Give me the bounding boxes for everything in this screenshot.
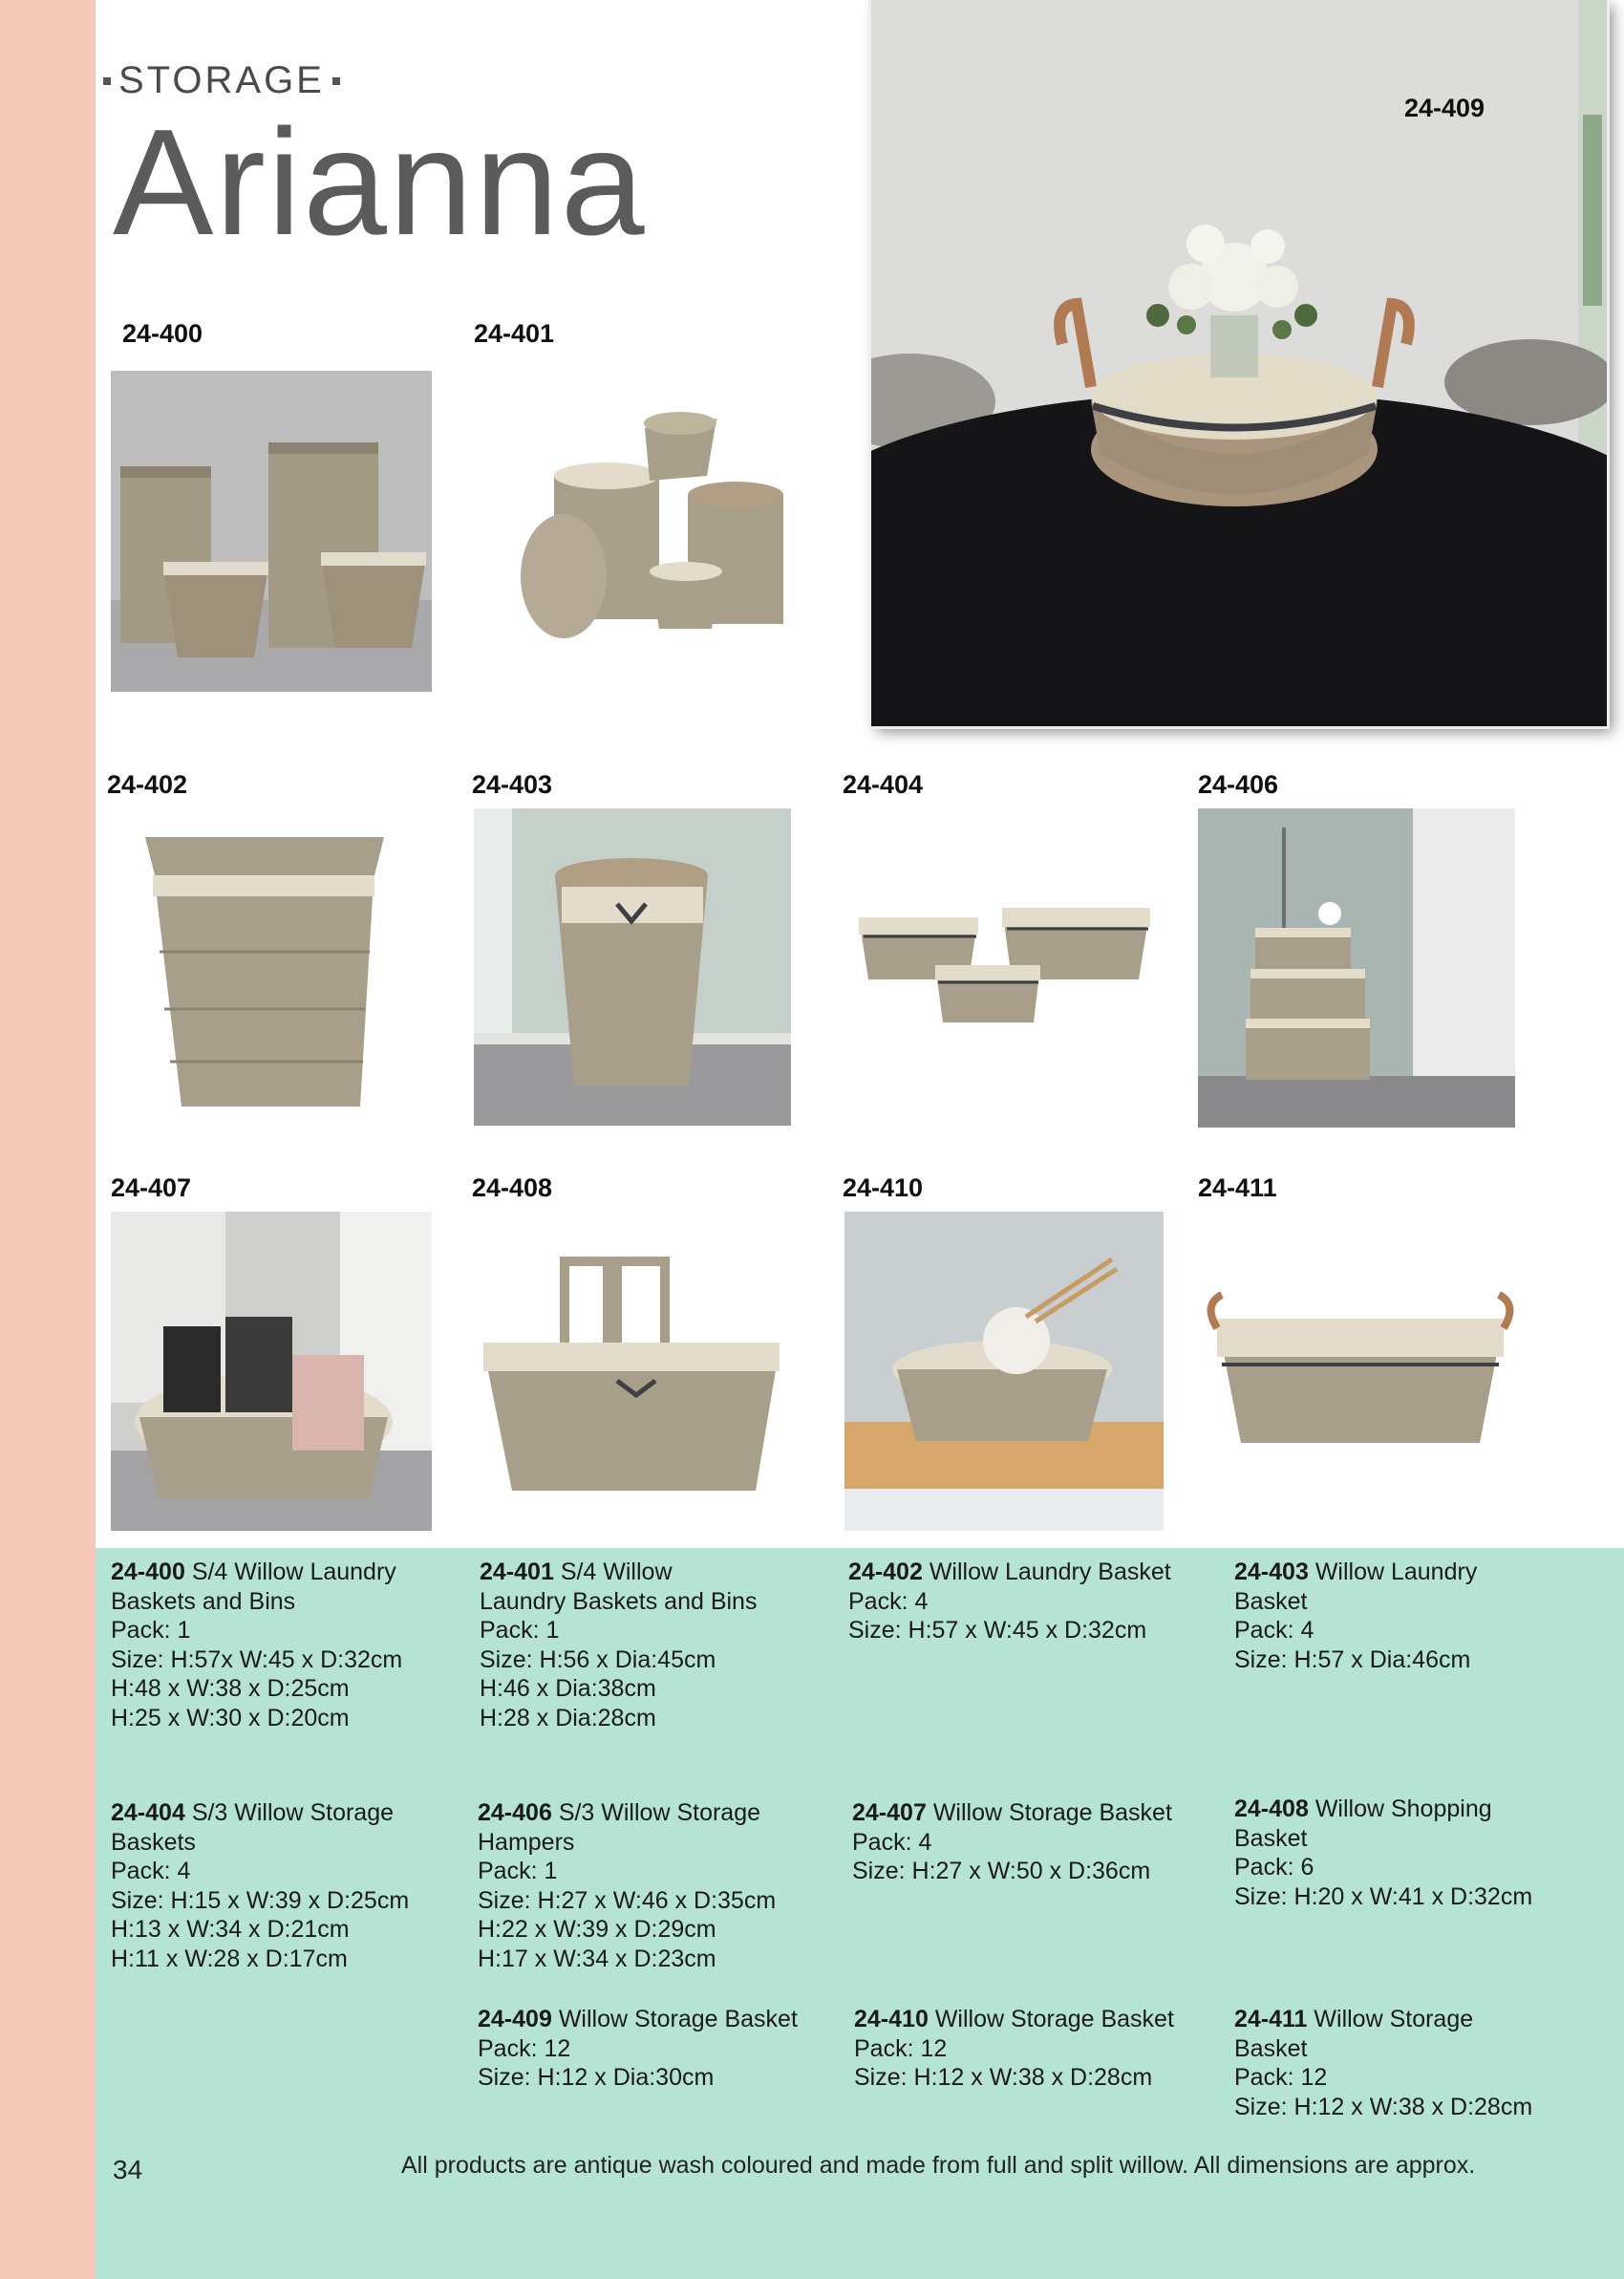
spec-block bbox=[854, 2005, 1174, 2093]
spec-block bbox=[111, 1798, 409, 1973]
product-photo-storage-baskets-set bbox=[844, 889, 1169, 1032]
spec-code: 24-404 bbox=[111, 1799, 185, 1826]
hero-product-code: 24-409 bbox=[1404, 94, 1485, 122]
spec-block bbox=[1234, 1795, 1532, 1911]
spec-block bbox=[848, 1558, 1171, 1645]
section-label-text: STORAGE bbox=[118, 59, 325, 101]
spec-detail-line: Pack: 1 bbox=[480, 1617, 560, 1644]
hero-photo bbox=[871, 0, 1607, 726]
spec-code: 24-411 bbox=[1234, 2006, 1308, 2032]
footnote: All products are antique wash coloured and made from full and split willow. All dimensions are approx. bbox=[401, 2152, 1476, 2179]
section-label bbox=[103, 59, 340, 102]
spec-title-line: 24-404 S/3 Willow Storage bbox=[111, 1799, 395, 1826]
spec-detail-line: Size: H:12 x W:38 x D:28cm bbox=[1234, 2093, 1533, 2120]
side-color-strip bbox=[0, 0, 96, 2279]
spec-title-line: 24-403 Willow Laundry bbox=[1234, 1559, 1478, 1585]
spec-title-line: 24-402 Willow Laundry Basket bbox=[848, 1559, 1171, 1585]
spec-detail-line: Size: H:57x W:45 x D:32cm bbox=[111, 1645, 403, 1673]
spec-block bbox=[111, 1558, 402, 1732]
spec-title-line: Basket bbox=[1234, 1824, 1308, 1852]
spec-code: 24-410 bbox=[854, 2006, 929, 2032]
spec-detail-line: Size: H:12 x W:38 x D:28cm bbox=[854, 2064, 1153, 2091]
spec-detail-line: Pack: 4 bbox=[1234, 1617, 1314, 1644]
spec-title-line: 24-406 S/3 Willow Storage bbox=[478, 1799, 761, 1826]
product-code: 24-403 bbox=[472, 770, 553, 799]
spec-detail-line: H:25 x W:30 x D:20cm bbox=[111, 1704, 350, 1731]
page-title: Arianna bbox=[113, 98, 647, 267]
spec-title-line: Basket bbox=[1234, 1587, 1308, 1615]
product-code: 24-408 bbox=[472, 1173, 553, 1202]
spec-detail-line: Size: H:57 x Dia:46cm bbox=[1234, 1645, 1471, 1673]
product-code: 24-411 bbox=[1198, 1173, 1277, 1202]
spec-detail-line: Size: H:27 x W:46 x D:35cm bbox=[478, 1886, 777, 1914]
spec-detail-line: Size: H:20 x W:41 x D:32cm bbox=[1234, 1882, 1533, 1910]
product-code: 24-406 bbox=[1198, 770, 1279, 799]
spec-block bbox=[478, 1798, 776, 1973]
product-code: 24-401 bbox=[474, 319, 555, 348]
spec-detail-line: Pack: 4 bbox=[111, 1858, 191, 1884]
spec-detail-line: Pack: 12 bbox=[478, 2034, 571, 2062]
spec-detail-line: Pack: 6 bbox=[1234, 1854, 1314, 1881]
spec-detail-line: Size: H:57 x W:45 x D:32cm bbox=[848, 1617, 1147, 1644]
product-code: 24-410 bbox=[843, 1173, 924, 1202]
product-photo-storage-basket-yarn bbox=[844, 1212, 1164, 1531]
spec-title-line: 24-409 Willow Storage Basket bbox=[478, 2006, 798, 2032]
product-photo-hampers bbox=[1198, 808, 1515, 1128]
spec-block bbox=[480, 1558, 757, 1732]
spec-detail-line: H:48 x W:38 x D:25cm bbox=[111, 1675, 350, 1702]
page-number: 34 bbox=[113, 2155, 143, 2184]
spec-block bbox=[852, 1798, 1172, 1886]
spec-code: 24-400 bbox=[111, 1559, 185, 1585]
spec-detail-line: H:17 x W:34 x D:23cm bbox=[478, 1945, 716, 1972]
spec-title-line: Baskets and Bins bbox=[111, 1587, 296, 1615]
spec-detail-line: Size: H:27 x W:50 x D:36cm bbox=[852, 1858, 1151, 1884]
spec-code: 24-406 bbox=[478, 1799, 552, 1826]
spec-code: 24-407 bbox=[852, 1799, 927, 1826]
product-photo-round-bins bbox=[478, 371, 799, 692]
spec-code: 24-402 bbox=[848, 1559, 923, 1585]
spec-detail-line: Pack: 12 bbox=[1234, 2064, 1328, 2091]
product-photo-shopping-basket bbox=[474, 1242, 793, 1510]
spec-title-line: 24-410 Willow Storage Basket bbox=[854, 2006, 1174, 2032]
product-photo-laundry-bins bbox=[111, 371, 432, 692]
spec-detail-line: Pack: 1 bbox=[111, 1617, 191, 1644]
spec-detail-line: H:22 x W:39 x D:29cm bbox=[478, 1916, 716, 1943]
spec-code: 24-403 bbox=[1234, 1559, 1309, 1585]
spec-title-line: 24-400 S/4 Willow Laundry bbox=[111, 1559, 396, 1585]
spec-detail-line: H:11 x W:28 x D:17cm bbox=[111, 1945, 348, 1972]
product-photo-round-laundry-basket bbox=[474, 808, 791, 1126]
spec-title-line: Baskets bbox=[111, 1828, 196, 1856]
spec-detail-line: Pack: 1 bbox=[478, 1858, 558, 1884]
spec-block bbox=[1234, 2005, 1532, 2121]
spec-title-line: 24-401 S/4 Willow bbox=[480, 1559, 673, 1585]
spec-detail-line: H:13 x W:34 x D:21cm bbox=[111, 1916, 350, 1943]
spec-block bbox=[478, 2005, 798, 2093]
spec-title-line: Laundry Baskets and Bins bbox=[480, 1587, 758, 1615]
spec-title-line: 24-407 Willow Storage Basket bbox=[852, 1799, 1172, 1826]
spec-detail-line: Pack: 12 bbox=[854, 2034, 948, 2062]
spec-code: 24-401 bbox=[480, 1559, 554, 1585]
spec-detail-line: Size: H:15 x W:39 x D:25cm bbox=[111, 1886, 410, 1914]
spec-title-line: 24-408 Willow Shopping bbox=[1234, 1795, 1492, 1822]
spec-detail-line: Size: H:56 x Dia:45cm bbox=[480, 1645, 716, 1673]
spec-detail-line: H:28 x Dia:28cm bbox=[480, 1704, 656, 1731]
spec-title-line: 24-411 Willow Storage bbox=[1234, 2006, 1474, 2032]
product-photo-rectangular-storage-basket bbox=[1198, 1280, 1519, 1452]
spec-detail-line: Pack: 4 bbox=[852, 1828, 932, 1856]
spec-code: 24-409 bbox=[478, 2006, 552, 2032]
product-code: 24-402 bbox=[107, 770, 188, 799]
spec-detail-line: H:46 x Dia:38cm bbox=[480, 1675, 656, 1702]
spec-title-line: Hampers bbox=[478, 1828, 575, 1856]
spec-detail-line: Size: H:12 x Dia:30cm bbox=[478, 2064, 715, 2091]
product-photo-laundry-basket bbox=[107, 808, 432, 1129]
product-code: 24-407 bbox=[111, 1173, 192, 1202]
spec-code: 24-408 bbox=[1234, 1795, 1309, 1822]
product-photo-storage-basket-blankets bbox=[111, 1212, 432, 1531]
bullet-square bbox=[332, 77, 340, 85]
spec-title-line: Basket bbox=[1234, 2034, 1308, 2062]
product-code: 24-404 bbox=[843, 770, 924, 799]
spec-detail-line: Pack: 4 bbox=[848, 1587, 929, 1615]
spec-block bbox=[1234, 1558, 1477, 1674]
product-code: 24-400 bbox=[122, 319, 203, 348]
bullet-square bbox=[103, 77, 111, 85]
